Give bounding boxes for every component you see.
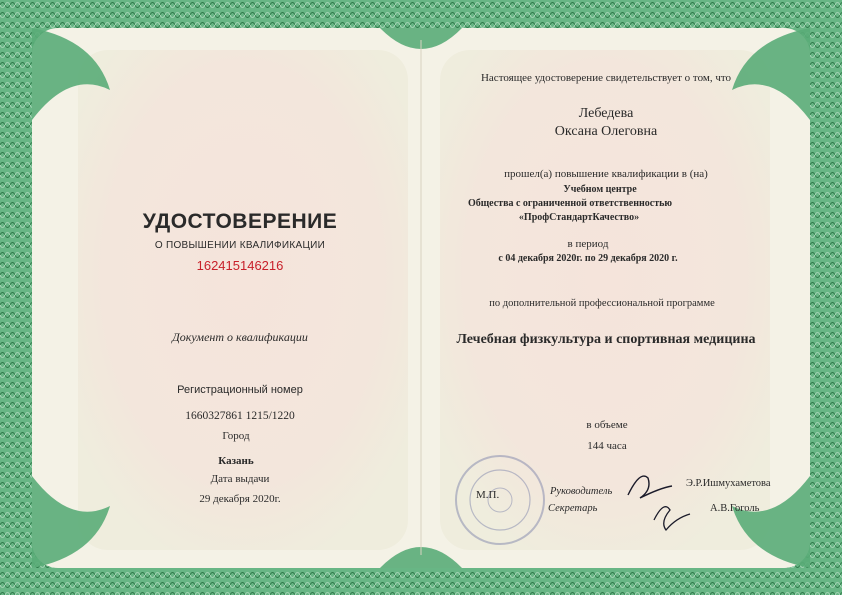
period-label: в период bbox=[567, 238, 609, 250]
secretary-label: Секретарь bbox=[548, 503, 598, 514]
document-type: Документ о квалификации bbox=[172, 330, 308, 344]
recipient-surname: Лебедева bbox=[578, 106, 634, 121]
period-value: с 04 декабря 2020г. по 29 декабря 2020 г. bbox=[498, 253, 678, 264]
org-line-2: Общества с ограниченной ответственностью bbox=[467, 198, 673, 209]
org-line-3: «ПрофСтандартКачество» bbox=[518, 212, 640, 223]
issue-date-label: Дата выдачи bbox=[210, 473, 270, 485]
issue-date-value: 29 декабря 2020г. bbox=[199, 493, 281, 505]
intro-text: Настоящее удостоверение свидетельствует о том, что bbox=[480, 72, 732, 84]
head-label: Руководитель bbox=[550, 486, 613, 497]
secretary-name: А.В.Гоголь bbox=[710, 503, 760, 514]
program-label: по дополнительной профессиональной программе bbox=[489, 298, 715, 309]
stamp-place-label: М.П. bbox=[476, 489, 500, 501]
city-value: Казань bbox=[218, 455, 254, 467]
program-value: Лечебная физкультура и спортивная медицина bbox=[456, 332, 756, 347]
registration-label: Регистрационный номер bbox=[177, 384, 303, 396]
certificate-title: УДОСТОВЕРЕНИЕ bbox=[142, 210, 338, 233]
head-name: Э.Р.Ишмухаметова bbox=[686, 478, 771, 489]
passed-text: прошел(а) повышение квалификации в (на) bbox=[504, 168, 708, 180]
org-line-1: Учебном центре bbox=[563, 184, 637, 195]
volume-value: 144 часа bbox=[587, 440, 627, 452]
recipient-name: Оксана Олеговна bbox=[554, 124, 658, 139]
city-label: Город bbox=[222, 430, 250, 442]
certificate-number: 162415146216 bbox=[196, 258, 284, 273]
volume-label: в объеме bbox=[586, 419, 628, 431]
registration-value: 1660327861 1215/1220 bbox=[185, 410, 295, 422]
certificate-subtitle: О ПОВЫШЕНИИ КВАЛИФИКАЦИИ bbox=[154, 240, 326, 251]
